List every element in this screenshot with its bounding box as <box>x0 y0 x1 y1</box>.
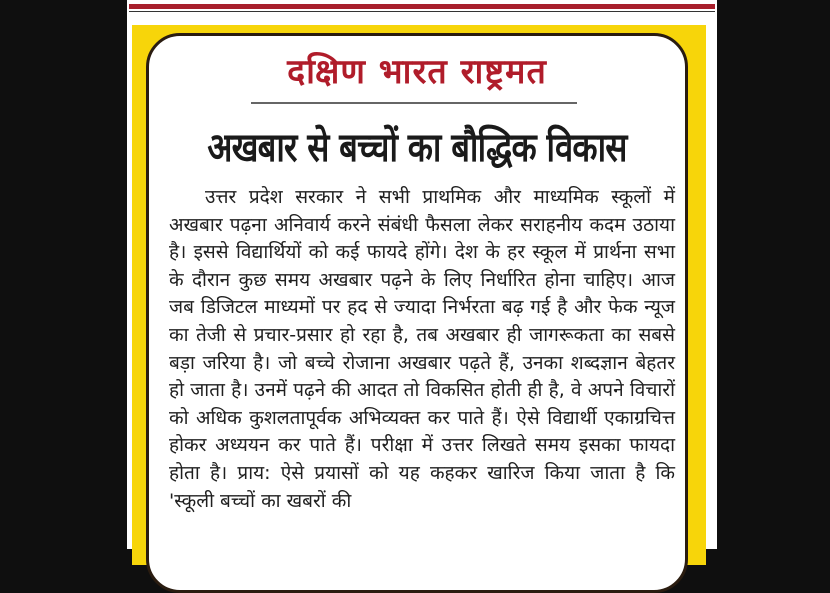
yellow-frame <box>132 25 706 565</box>
newspaper-page <box>127 0 717 549</box>
article-body: उत्तर प्रदेश सरकार ने सभी प्राथमिक और माध्यमिक स्कूलों में अखबार पढ़ना अनिवार्य करने संबंधी फैसला लेकर सराहनीय कदम उठाया है। इससे विद्यार्थियों को कई फायदे होंगे। देश के हर स्कूल में प्रार्थना सभा के दौरान कुछ समय अखबार पढ़ने के लिए निर्धारित होना चाहिए। आज जब डिजिटल माध्यमों पर हद से ज्यादा निर्भरता बढ़ गई है और फेक न्यूज का तेजी से प्रचार-प्रसार हो रहा है, तब अखबार ही जागरूकता का सबसे बड़ा जरिया है। जो बच्चे रोजाना अखबार पढ़ते हैं, उनका शब्दज्ञान बेहतर हो जाता है। उनमें पढ़ने की आदत तो विकसित होती ही है, वे अपने विचारों को अधिक कुशलतापूर्वक अभिव्यक्त कर पाते हैं। ऐसे विद्यार्थी एकाग्रचित्त होकर अध्ययन कर पाते हैं। परीक्षा में उत्तर लिखते समय इसका फायदा होता है। प्राय: ऐसे प्रयासों को यह कहकर खारिज किया जाता है कि 'स्कूली बच्चों का खबरों की <box>169 186 675 512</box>
article-headline: अखबार से बच्चों का बौद्धिक विकास <box>207 125 627 171</box>
clipping-card <box>146 33 688 593</box>
masthead-underline <box>251 102 577 104</box>
masthead-title: दक्षिण भारत राष्ट्रमत <box>287 52 547 92</box>
top-red-rule <box>129 4 715 9</box>
top-thin-rule <box>129 11 715 12</box>
